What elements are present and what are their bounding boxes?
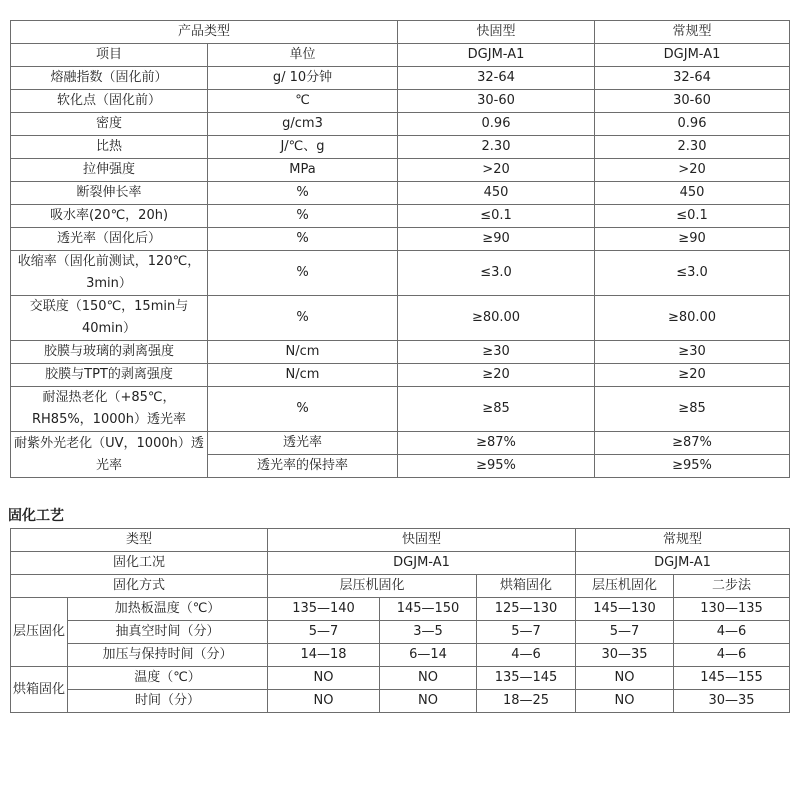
cell-item: 比热	[11, 136, 208, 159]
table-row	[11, 296, 790, 341]
table-row	[11, 667, 790, 690]
properties-table	[10, 20, 790, 478]
cell-item: 软化点（固化前）	[11, 90, 208, 113]
cell-unit: MPa	[208, 159, 398, 182]
cell-value: NO	[268, 667, 380, 690]
table-row	[11, 159, 790, 182]
cell-unit: g/cm3	[208, 113, 398, 136]
table-row	[11, 251, 790, 296]
cell-value: 3—5	[380, 621, 477, 644]
cell-value: NO	[576, 690, 674, 713]
cell-item: 熔融指数（固化前）	[11, 67, 208, 90]
cell-normal: ≥90	[595, 228, 790, 251]
cell-unit: g/ 10分钟	[208, 67, 398, 90]
table-row	[11, 228, 790, 251]
header-normal-model: DGJM-A1	[595, 44, 790, 67]
cell-normal: ≥80.00	[595, 296, 790, 341]
method-laminator: 层压机固化	[268, 575, 477, 598]
table-subheader-row	[11, 552, 790, 575]
table-row	[11, 182, 790, 205]
cell-item: 收缩率（固化前测试，120℃，3min）	[11, 251, 208, 296]
cell-normal: 450	[595, 182, 790, 205]
table-row	[11, 205, 790, 228]
table-row	[11, 67, 790, 90]
cell-fast: 0.96	[398, 113, 595, 136]
cell-label: 加热板温度（℃）	[68, 598, 268, 621]
cell-value: 145—155	[674, 667, 790, 690]
cell-fast: ≥87%	[398, 432, 595, 455]
cell-unit: N/cm	[208, 341, 398, 364]
method-oven: 烘箱固化	[477, 575, 576, 598]
method-laminator-2: 层压机固化	[576, 575, 674, 598]
method-two-step: 二步法	[674, 575, 790, 598]
table-row	[11, 136, 790, 159]
cell-normal: ≤3.0	[595, 251, 790, 296]
cell-value: NO	[380, 667, 477, 690]
cell-item-uv: 耐紫外光老化（UV，1000h）透光率	[11, 432, 208, 478]
table-row	[11, 341, 790, 364]
cell-fast: ≤0.1	[398, 205, 595, 228]
cell-value: 125—130	[477, 598, 576, 621]
cell-fast: ≥20	[398, 364, 595, 387]
header-fast: 快固型	[268, 529, 576, 552]
cell-fast: 32-64	[398, 67, 595, 90]
cell-label: 温度（℃）	[68, 667, 268, 690]
header-normal: 常规型	[595, 21, 790, 44]
cell-value: 135—145	[477, 667, 576, 690]
cell-value: 5—7	[477, 621, 576, 644]
cell-normal: ≤0.1	[595, 205, 790, 228]
table-row	[11, 90, 790, 113]
cell-item: 胶膜与玻璃的剥离强度	[11, 341, 208, 364]
cell-unit: 透光率	[208, 432, 398, 455]
table-method-row	[11, 575, 790, 598]
cell-normal: ≥20	[595, 364, 790, 387]
group-laminator: 层压固化	[11, 598, 68, 667]
header-condition: 固化工况	[11, 552, 268, 575]
cell-fast: ≥85	[398, 387, 595, 432]
header-fast-model: DGJM-A1	[268, 552, 576, 575]
table-row	[11, 690, 790, 713]
cell-normal: 32-64	[595, 67, 790, 90]
cell-value: 4—6	[674, 644, 790, 667]
cell-unit: ℃	[208, 90, 398, 113]
cell-value: 5—7	[268, 621, 380, 644]
curing-process-table	[10, 528, 790, 713]
cell-value: 145—130	[576, 598, 674, 621]
header-type: 类型	[11, 529, 268, 552]
cell-value: 14—18	[268, 644, 380, 667]
cell-unit: %	[208, 228, 398, 251]
table-row	[11, 432, 790, 455]
header-item: 项目	[11, 44, 208, 67]
cell-unit: %	[208, 251, 398, 296]
cell-fast: >20	[398, 159, 595, 182]
cell-item: 吸水率(20℃，20h)	[11, 205, 208, 228]
cell-item: 断裂伸长率	[11, 182, 208, 205]
cell-value: 30—35	[576, 644, 674, 667]
cell-value: NO	[576, 667, 674, 690]
cell-label: 抽真空时间（分）	[68, 621, 268, 644]
table-subheader-row	[11, 44, 790, 67]
cell-value: 30—35	[674, 690, 790, 713]
cell-label: 加压与保持时间（分）	[68, 644, 268, 667]
cell-fast: 30-60	[398, 90, 595, 113]
cell-unit: %	[208, 387, 398, 432]
table-row	[11, 113, 790, 136]
cell-value: 145—150	[380, 598, 477, 621]
table-header-row	[11, 529, 790, 552]
cell-normal: ≥95%	[595, 455, 790, 478]
cell-item: 拉伸强度	[11, 159, 208, 182]
cell-normal: ≥30	[595, 341, 790, 364]
header-unit: 单位	[208, 44, 398, 67]
cell-item: 透光率（固化后）	[11, 228, 208, 251]
cell-unit: N/cm	[208, 364, 398, 387]
cell-unit: %	[208, 182, 398, 205]
cell-fast: ≤3.0	[398, 251, 595, 296]
cell-normal: 2.30	[595, 136, 790, 159]
table-row	[11, 387, 790, 432]
cell-item: 耐湿热老化（+85℃，RH85%，1000h）透光率	[11, 387, 208, 432]
cell-fast: ≥30	[398, 341, 595, 364]
cell-normal: ≥85	[595, 387, 790, 432]
cell-normal: 30-60	[595, 90, 790, 113]
cell-label: 时间（分）	[68, 690, 268, 713]
cell-fast: 2.30	[398, 136, 595, 159]
cell-item: 密度	[11, 113, 208, 136]
cell-value: 4—6	[674, 621, 790, 644]
table-row	[11, 364, 790, 387]
cell-value: 5—7	[576, 621, 674, 644]
cell-unit: J/℃、g	[208, 136, 398, 159]
cell-value: 130—135	[674, 598, 790, 621]
cell-item: 交联度（150℃，15min与40min）	[11, 296, 208, 341]
header-normal: 常规型	[576, 529, 790, 552]
cell-fast: ≥80.00	[398, 296, 595, 341]
cell-value: 18—25	[477, 690, 576, 713]
header-fast-model: DGJM-A1	[398, 44, 595, 67]
table-row	[11, 598, 790, 621]
cell-unit: %	[208, 296, 398, 341]
header-fast: 快固型	[398, 21, 595, 44]
header-product-type: 产品类型	[11, 21, 398, 44]
header-normal-model: DGJM-A1	[576, 552, 790, 575]
cell-value: 135—140	[268, 598, 380, 621]
cell-fast: 450	[398, 182, 595, 205]
cell-unit: %	[208, 205, 398, 228]
cell-value: NO	[380, 690, 477, 713]
header-method: 固化方式	[11, 575, 268, 598]
cell-normal: >20	[595, 159, 790, 182]
cell-fast: ≥95%	[398, 455, 595, 478]
cell-item: 胶膜与TPT的剥离强度	[11, 364, 208, 387]
cell-normal: ≥87%	[595, 432, 790, 455]
cell-fast: ≥90	[398, 228, 595, 251]
section-title-curing-process: 固化工艺	[8, 508, 64, 524]
table-row	[11, 621, 790, 644]
table-row	[11, 644, 790, 667]
cell-value: 6—14	[380, 644, 477, 667]
cell-unit: 透光率的保持率	[208, 455, 398, 478]
table-header-row	[11, 21, 790, 44]
cell-normal: 0.96	[595, 113, 790, 136]
group-oven: 烘箱固化	[11, 667, 68, 713]
cell-value: 4—6	[477, 644, 576, 667]
cell-value: NO	[268, 690, 380, 713]
